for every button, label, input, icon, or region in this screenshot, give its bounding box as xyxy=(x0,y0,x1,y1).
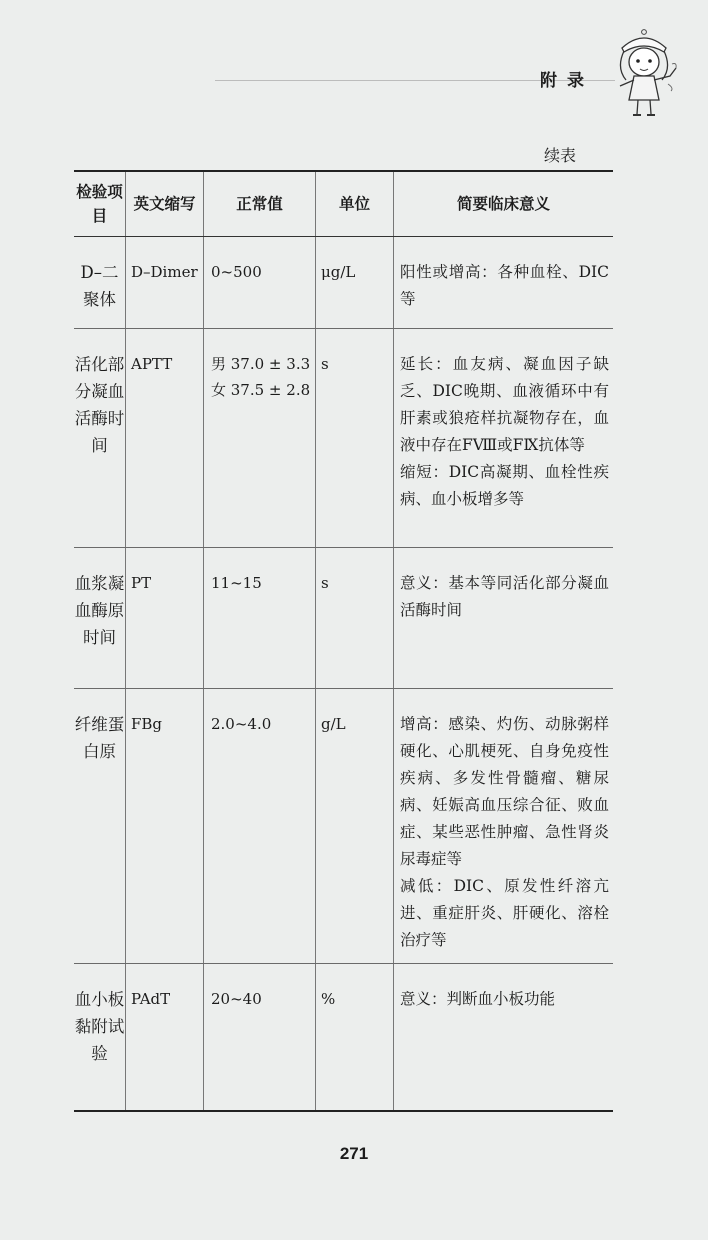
significance-cell xyxy=(394,237,613,328)
table-row xyxy=(74,329,613,548)
significance-increased: 增高：感染、灼伤、动脉粥样硬化、心肌梗死、自身免疫性疾病、多发性骨髓瘤、糖尿病、妊娠高血压综合征、败血症、某些恶性肿瘤、急性肾炎尿毒症等 xyxy=(400,715,609,868)
column-header-significance: 简要临床意义 xyxy=(456,194,550,213)
significance-cell xyxy=(394,689,613,963)
unit-cell: % xyxy=(316,964,394,1110)
normal-value-cell xyxy=(204,548,316,688)
normal-value-male: 男 37.0 ± 3.3 xyxy=(211,355,311,373)
column-header-item: 检验项目 xyxy=(74,172,126,236)
running-head: 附录 xyxy=(540,71,594,91)
unit-cell: s xyxy=(316,329,394,547)
unit-cell: g/L xyxy=(316,689,394,963)
table-header-row xyxy=(74,172,613,237)
significance-text: 阳性或增高：各种血栓、DIC等 xyxy=(400,263,609,308)
unit-cell: μg/L xyxy=(316,237,394,328)
significance-cell xyxy=(394,329,613,547)
significance-cell xyxy=(394,548,613,688)
column-header-abbreviation: 英文缩写 xyxy=(126,172,204,236)
page-header xyxy=(0,0,708,110)
unit-cell: s xyxy=(316,548,394,688)
page-number: 271 xyxy=(339,1144,369,1163)
normal-value-cell xyxy=(204,237,316,328)
item-cell: 血浆凝血酶原时间 xyxy=(74,548,126,688)
item-cell: D–二聚体 xyxy=(74,237,126,328)
normal-value-cell xyxy=(204,689,316,963)
table-row xyxy=(74,964,613,1112)
significance-prolonged: 延长：血友病、凝血因子缺乏、DIC晚期、血液循环中有肝素或狼疮样抗凝物存在，血液中存在FⅧ或FⅨ抗体等 xyxy=(400,355,609,454)
continued-label: 续表 xyxy=(544,146,577,165)
table-row xyxy=(74,237,613,329)
significance-decreased: 减低：DIC、原发性纤溶亢进、重症肝炎、肝硬化、溶栓治疗等 xyxy=(400,877,609,949)
table-row xyxy=(74,548,613,689)
normal-value: 11~15 xyxy=(211,574,262,592)
item-cell: 血小板黏附试验 xyxy=(74,964,126,1110)
abbreviation-cell: D–Dimer xyxy=(126,237,204,328)
normal-value-female: 女 37.5 ± 2.8 xyxy=(211,381,311,399)
normal-value-cell xyxy=(204,329,316,547)
normal-value: 2.0~4.0 xyxy=(211,715,272,733)
item-cell: 纤维蛋白原 xyxy=(74,689,126,963)
significance-text: 意义：基本等同活化部分凝血活酶时间 xyxy=(400,574,609,619)
significance-text: 意义：判断血小板功能 xyxy=(400,990,556,1008)
normal-value-cell xyxy=(204,964,316,1110)
significance-shortened: 缩短：DIC高凝期、血栓性疾病、血小板增多等 xyxy=(400,463,609,508)
abbreviation-cell: PT xyxy=(126,548,204,688)
abbreviation-cell: FBg xyxy=(126,689,204,963)
normal-value: 0~500 xyxy=(211,263,262,281)
column-header-unit: 单位 xyxy=(316,172,394,236)
lab-reference-table xyxy=(74,170,613,1112)
nurse-mascot-illustration xyxy=(604,24,684,119)
normal-value: 20~40 xyxy=(211,990,262,1008)
abbreviation-cell: PAdT xyxy=(126,964,204,1110)
abbreviation-cell: APTT xyxy=(126,329,204,547)
significance-cell xyxy=(394,964,613,1110)
column-header-normal-value: 正常值 xyxy=(204,172,316,236)
item-cell: 活化部分凝血活酶时间 xyxy=(74,329,126,547)
table-row xyxy=(74,689,613,964)
